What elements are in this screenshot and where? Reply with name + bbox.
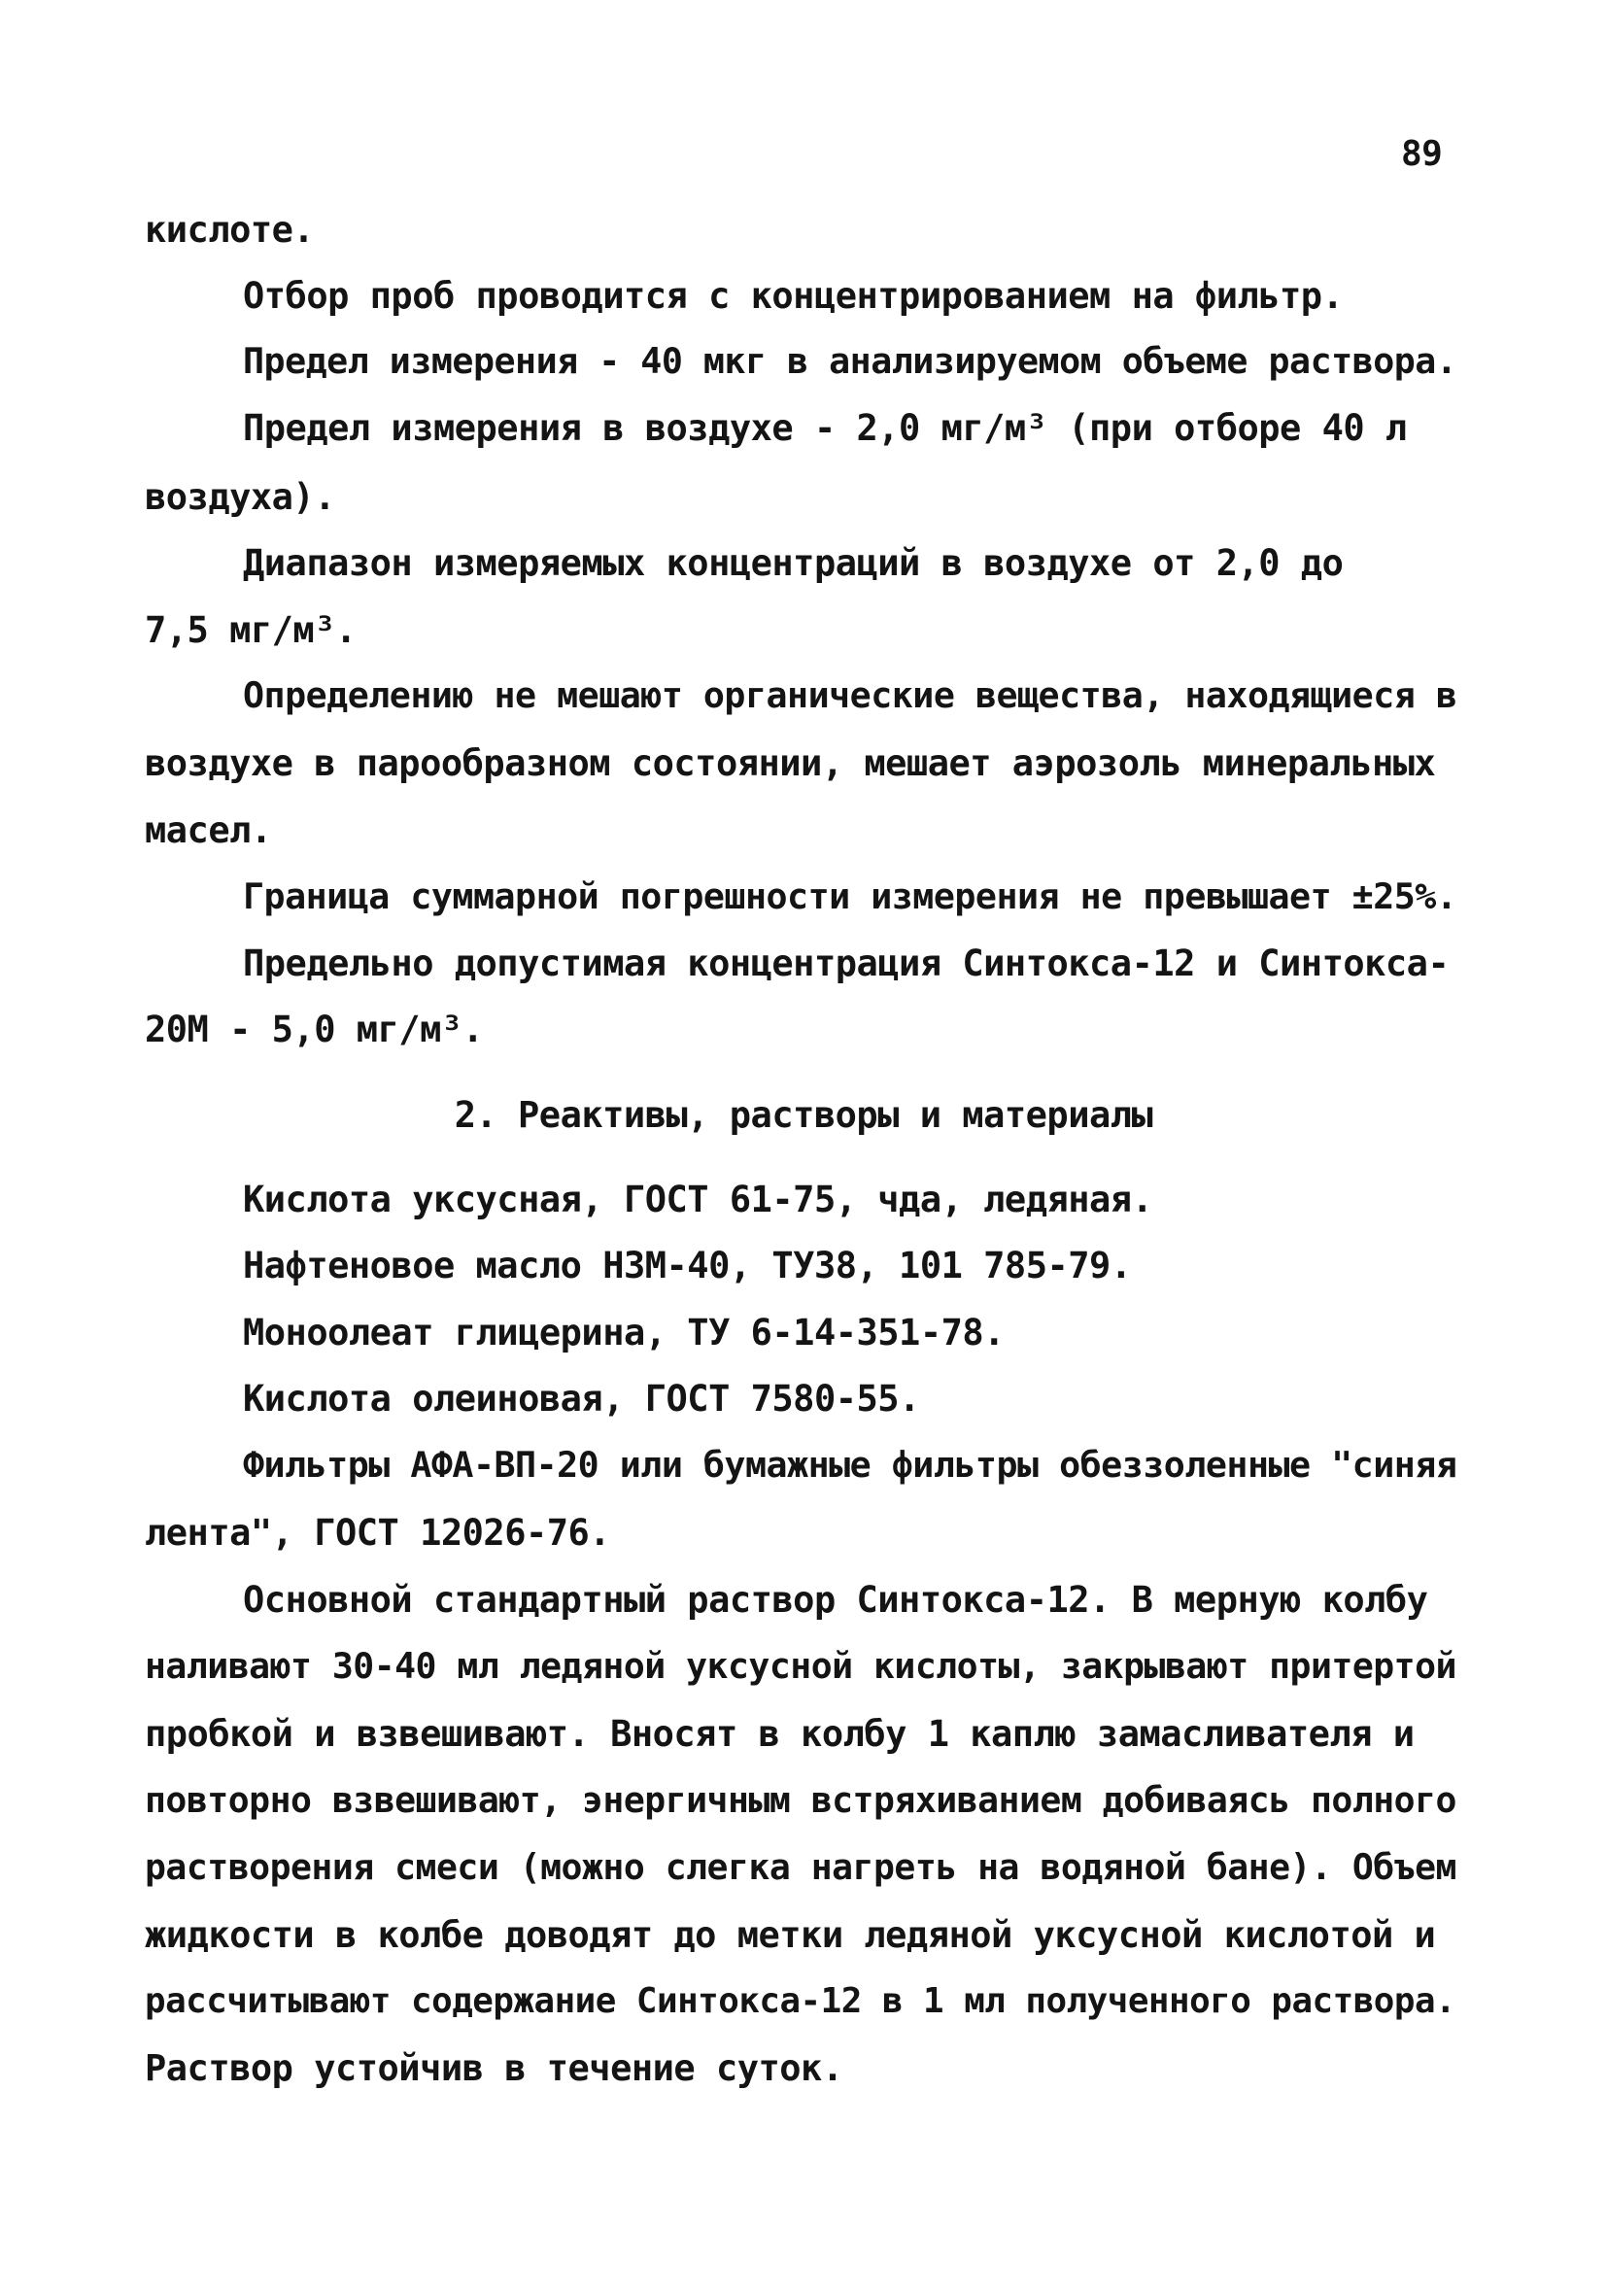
text-line-17: Моноолеат глицерина, ТУ 6-14-351-78.: [243, 1312, 1005, 1354]
text-line-15: Кислота уксусная, ГОСТ 61-75, чда, ледяная.: [243, 1179, 1153, 1220]
text-line-16: Нафтеновое масло НЗМ-40, ТУ38, 101 785-79.: [243, 1245, 1132, 1286]
text-line-24: повторно взвешивают, энергичным встряхиванием добиваясь полного: [145, 1779, 1456, 1821]
text-line-27: рассчитывают содержание Синтокса-12 в 1 мл полученного раствора.: [145, 1981, 1456, 2021]
text-line-20: лента", ГОСТ 12026-76.: [145, 1512, 611, 1554]
text-line-6: Диапазон измеряемых концентраций в воздухе от 2,0 до: [243, 542, 1344, 584]
text-line-10: масел.: [145, 809, 272, 851]
text-line-9: воздухе в парообразном состоянии, мешает аэрозоль минеральных: [145, 742, 1436, 784]
text-line-26: жидкости в колбе доводят до метки ледяной уксусной кислотой и: [145, 1914, 1436, 1956]
text-line-11: Граница суммарной погрешности измерения не превышает ±25%.: [243, 875, 1457, 917]
page-number: 89: [1401, 134, 1443, 174]
text-line-22: наливают 30-40 мл ледяной уксусной кислоты, закрывают притертой: [145, 1645, 1456, 1687]
text-line-25: растворения смеси (можно слегка нагреть на водяной бане). Объем: [145, 1846, 1456, 1888]
text-line-23: пробкой и взвешивают. Вносят в колбу 1 каплю замасливателя и: [145, 1713, 1415, 1755]
text-line-19: Фильтры АФА-ВП-20 или бумажные фильтры обеззоленные "синяя: [243, 1444, 1457, 1486]
text-line-21: Основной стандартный раствор Синтокса-12. В мерную колбу: [243, 1579, 1428, 1621]
text-line-5: воздуха).: [145, 476, 335, 518]
text-line-4: Предел измерения в воздухе - 2,0 мг/м³ (при отборе 40 л: [243, 407, 1407, 449]
text-line-18: Кислота олеиновая, ГОСТ 7580-55.: [243, 1378, 920, 1420]
text-line-7: 7,5 мг/м³.: [145, 609, 357, 651]
text-line-12: Предельно допустимая концентрация Синтокса-12 и Синтокса-: [243, 942, 1450, 984]
text-line-8: Определению не мешают органические вещества, находящиеся в: [243, 674, 1457, 716]
text-line-1: кислоте.: [145, 209, 315, 251]
text-line-2: Отбор проб проводится с концентрированием на фильтр.: [243, 275, 1344, 317]
section-heading: 2. Реактивы, растворы и материалы: [454, 1094, 1153, 1136]
text-line-3: Предел измерения - 40 мкг в анализируемом объеме раствора.: [243, 340, 1457, 382]
text-line-13: 20М - 5,0 мг/м³.: [145, 1009, 484, 1050]
text-line-28: Раствор устойчив в течение суток.: [145, 2047, 843, 2089]
